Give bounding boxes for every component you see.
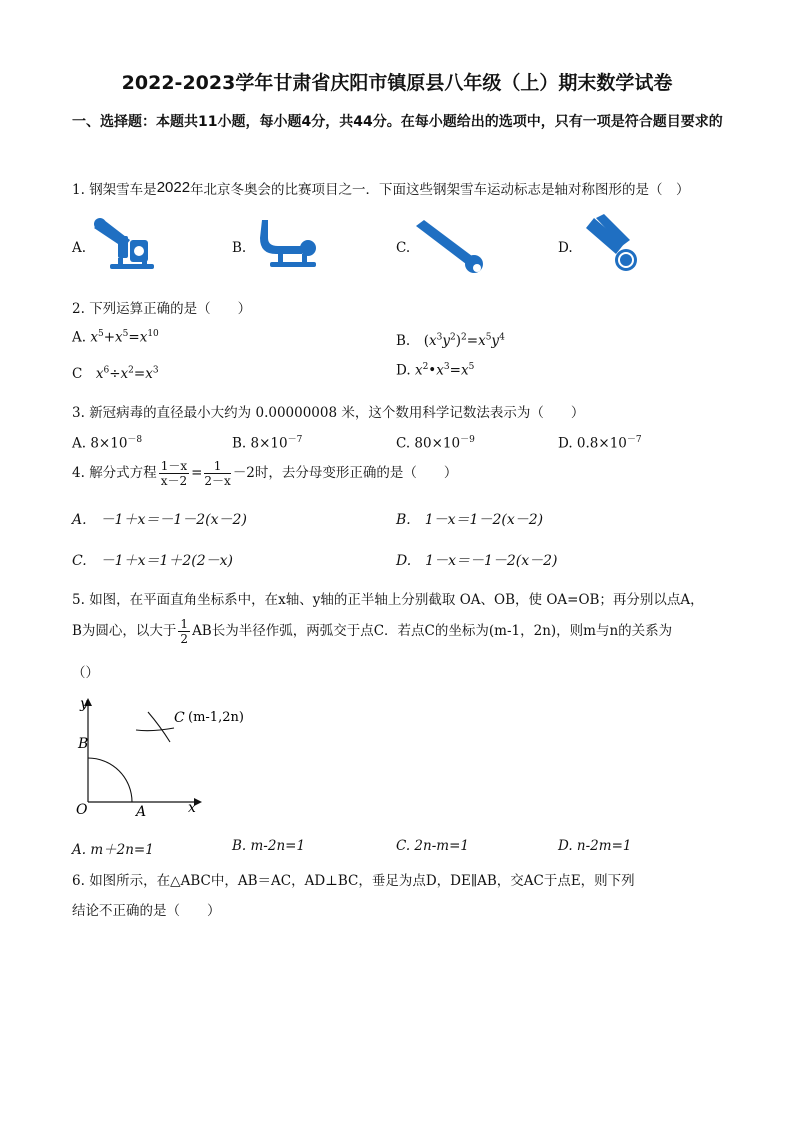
point-a-label: A	[136, 804, 147, 820]
q4-option-c: C. －1＋x＝1＋2(2－x)	[72, 553, 234, 569]
q1-option-b-label: B.	[232, 240, 247, 256]
skeleton-icon-a	[90, 214, 160, 276]
point-b-label: B	[78, 736, 89, 752]
question-5-line-2: B为圆心，以大于 $\frac{1}{2}$ AB长为半径作弧，两弧交于点C．若点C的坐标为(m-1，2n)，则m与n的关系为	[72, 617, 673, 646]
skeleton-icon-b	[254, 218, 324, 276]
q2-option-a: A. $x^5+x^5=x^{10}$	[72, 329, 159, 346]
question-2: 2. 下列运算正确的是（ ）	[72, 301, 252, 317]
question-5-line-1: 5. 如图，在平面直角坐标系中，在x轴、y轴的正半轴上分别截取 OA、OB，使 OA=OB；再分别以点A，	[72, 592, 704, 608]
x-axis-label: x	[188, 800, 196, 816]
coordinate-graph	[70, 690, 270, 834]
q3-option-d: D. $0.8\times 10^{-7}$	[558, 435, 642, 452]
q2-option-d: D. $x^2•x^3=x^5$	[396, 362, 475, 379]
q1-option-c-label: C.	[396, 240, 411, 256]
q1-option-a-label: A.	[72, 240, 87, 256]
question-number: 1.	[72, 182, 85, 198]
q5-option-d: D. n-2m=1	[558, 838, 632, 854]
question-number: 3.	[72, 405, 85, 421]
fraction-half: $\frac{1}{2}$	[180, 617, 189, 646]
q2-option-b: B. $(x^3y^2)^2=x^5y^4$	[396, 332, 505, 349]
q5-option-c: C. 2n-m=1	[396, 838, 469, 854]
question-4: 4. 解分式方程 $\frac{1-x}{x-2}$ = $\frac{1}{2-x}$ －2时，去分母变形正确的是（ ）	[72, 459, 458, 488]
q4-option-b: B. 1－x＝1－2(x－2)	[396, 512, 544, 528]
q5-option-b: B. m-2n=1	[232, 838, 306, 854]
q2-option-c: C $x^6\div x^2=x^3$	[72, 365, 159, 382]
question-number: 5.	[72, 592, 85, 608]
y-axis-label: y	[80, 696, 88, 712]
q4-option-a: A. －1＋x＝－1－2(x－2)	[72, 512, 247, 528]
q5-option-a: A. m＋2n=1	[72, 842, 154, 858]
question-6-line-2: 结论不正确的是（ ）	[72, 903, 221, 919]
point-c-label: C	[174, 710, 185, 726]
question-5-line-3: （）	[72, 665, 99, 681]
question-3: 3. 新冠病毒的直径最小大约为 0.00000008 米，这个数用科学记数法表示为（ ）	[72, 405, 585, 421]
question-6-line-1: 6. 如图所示，在△ABC中，AB＝AC，AD⊥BC，垂足为点D，DE∥AB，交AC于点E，则下列	[72, 873, 635, 889]
q3-option-a: A. $8\times 10^{-8}$	[72, 435, 143, 452]
skeleton-icon-c	[414, 218, 490, 276]
origin-label: O	[76, 802, 88, 818]
q3-option-c: C. $80\times 10^{-9}$	[396, 435, 475, 452]
fraction-1: $\frac{1-x}{x-2}$	[160, 459, 188, 488]
q3-option-b: B. $8\times 10^{-7}$	[232, 435, 303, 452]
q1-option-d-label: D.	[558, 240, 573, 256]
question-1: 1. 钢架雪车是2022年北京冬奥会的比赛项目之一．下面这些钢架雪车运动标志是轴对称图形的是（ ）	[72, 179, 690, 198]
question-number: 4.	[72, 465, 85, 481]
q4-option-d: D. 1－x＝－1－2(x－2)	[396, 553, 558, 569]
question-number: 6.	[72, 873, 85, 889]
skeleton-icon-d	[580, 214, 644, 276]
point-c-coordinate: (m-1,2n)	[188, 710, 244, 725]
question-number: 2.	[72, 301, 85, 317]
section-heading: 一、选择题：本题共11小题，每小题4分，共44分。在每小题给出的选项中，只有一项是符合题目要求的	[72, 114, 723, 130]
page-title: 2022-2023学年甘肃省庆阳市镇原县八年级（上）期末数学试卷	[121, 72, 673, 94]
fraction-2: $\frac{1}{2-x}$	[204, 459, 231, 488]
